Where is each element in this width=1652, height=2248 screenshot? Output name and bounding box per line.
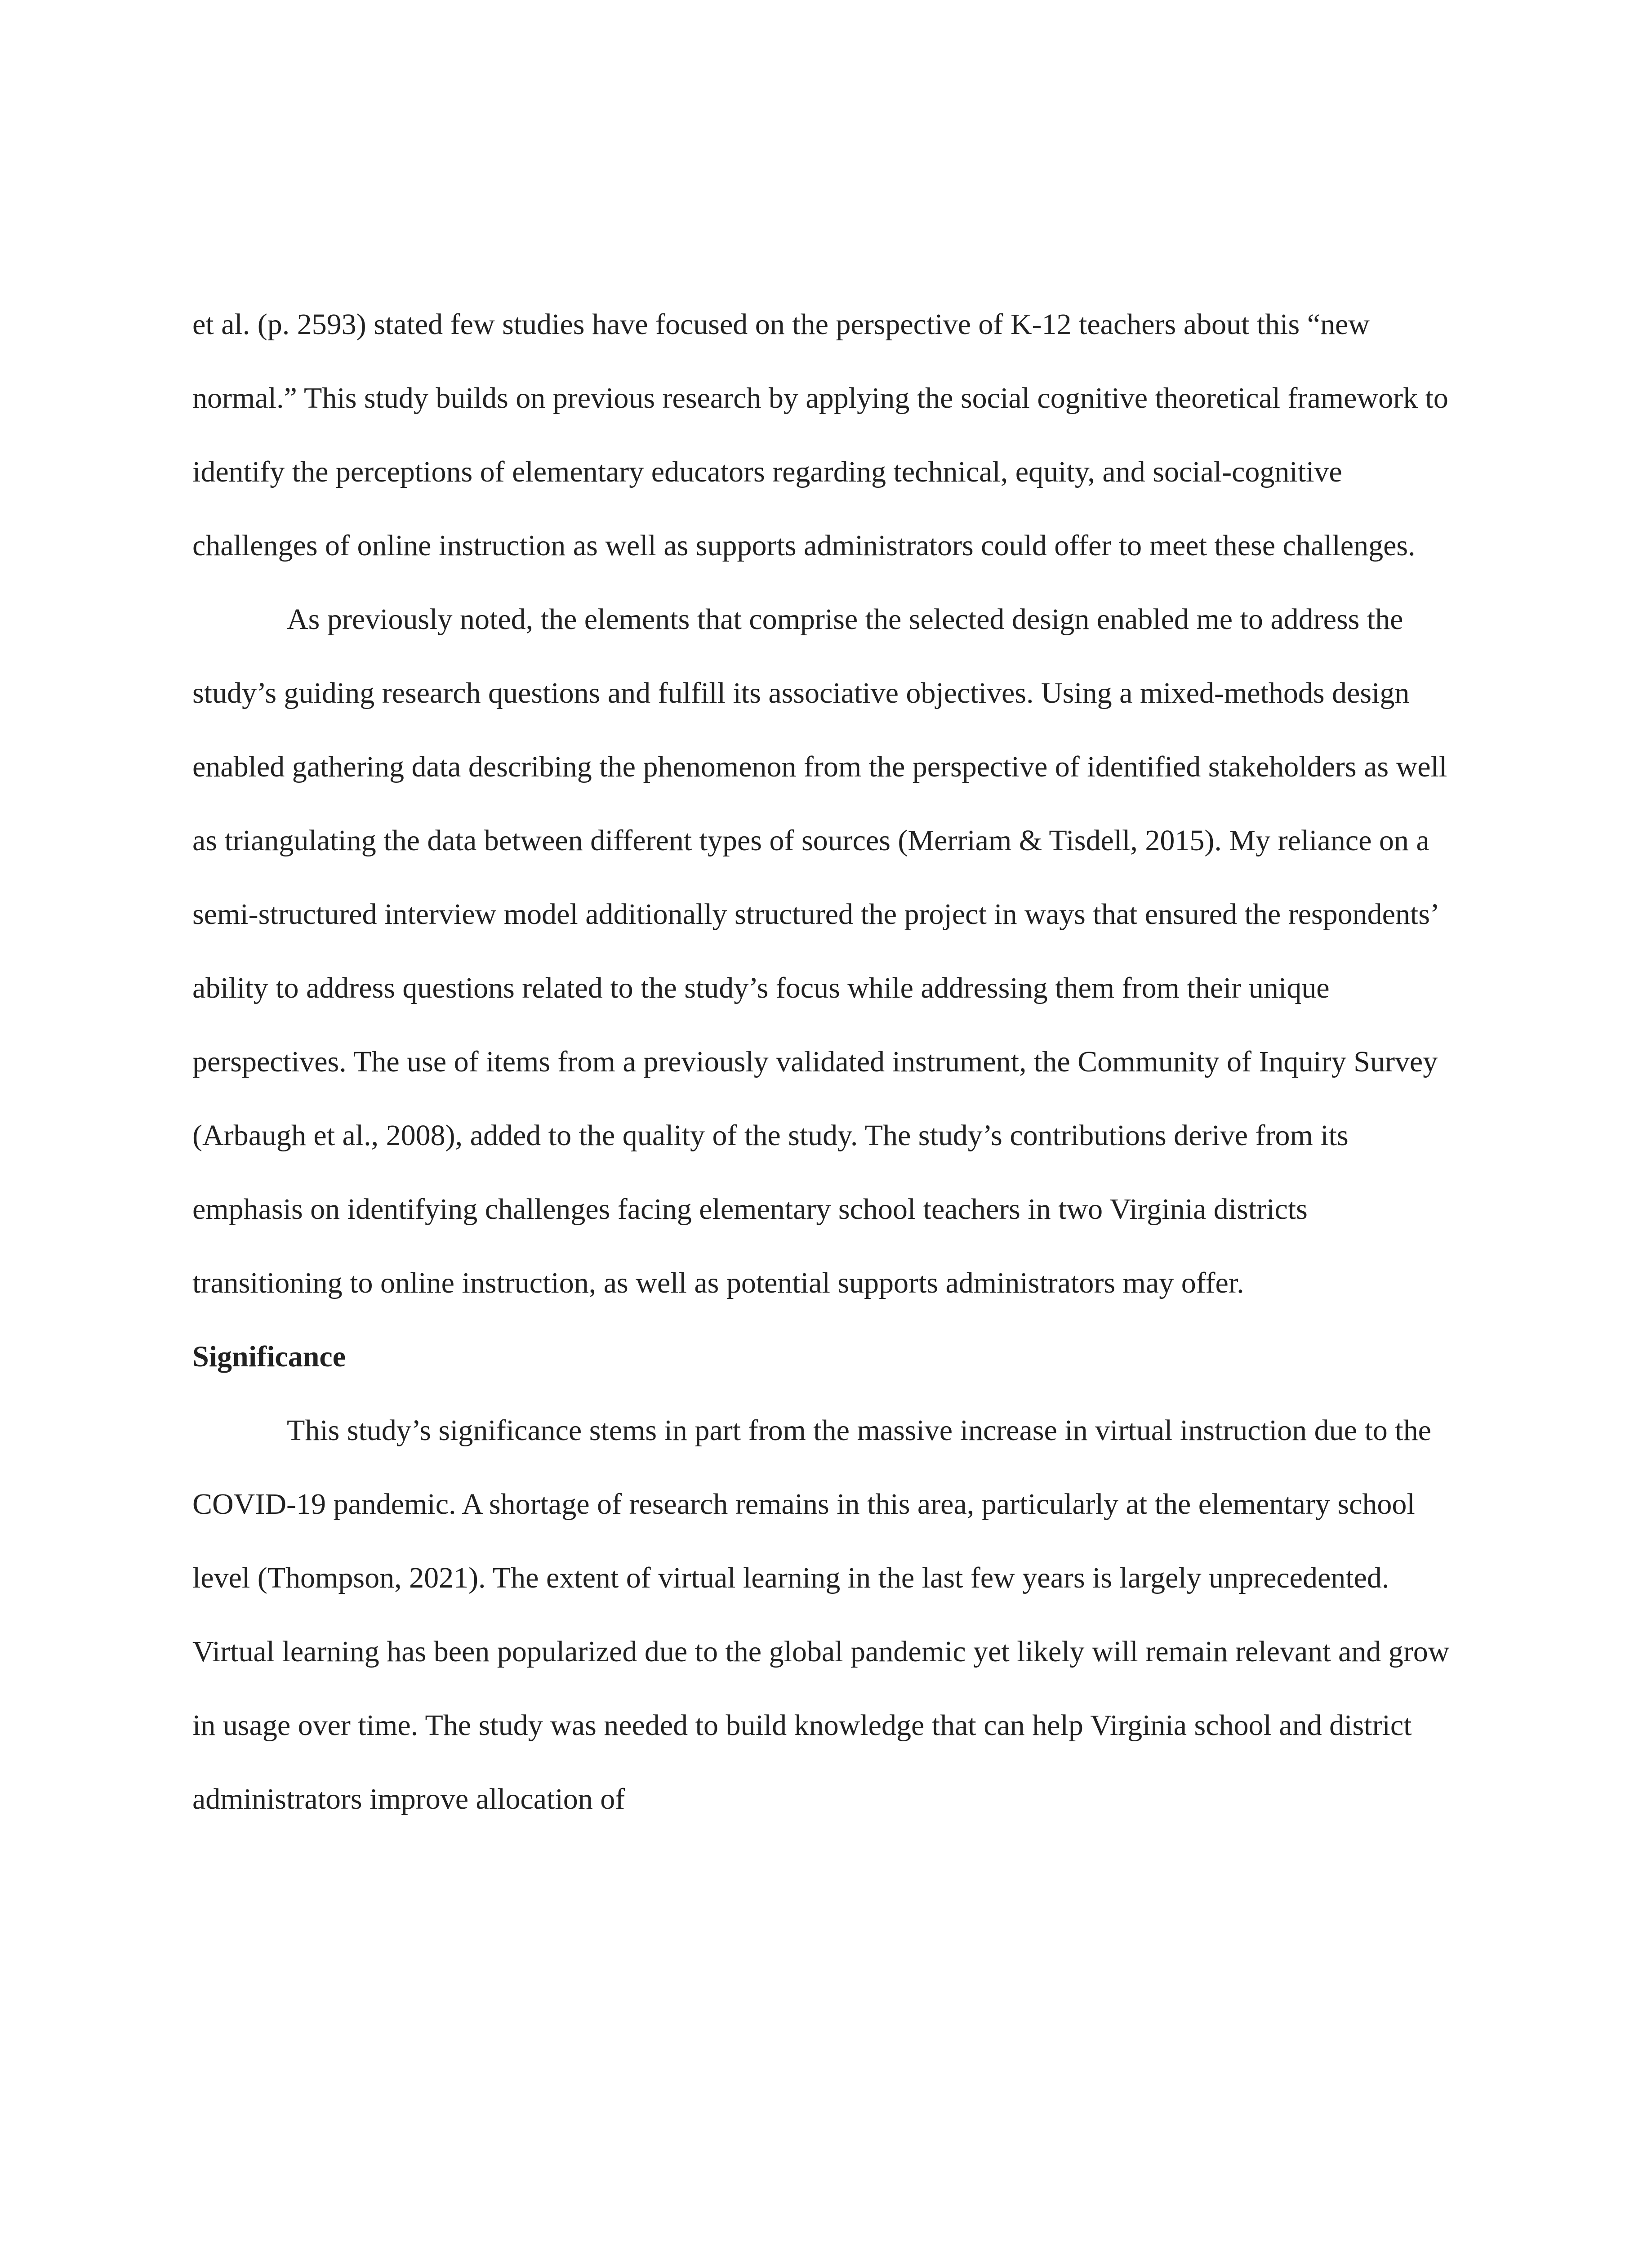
paragraph-design-rationale: As previously noted, the elements that comprise the selected design enabled me to address the study’s guiding research questions and fulfill its associative objectives. Using a mixed-methods design enabled gathering data describing the phenomenon from the perspective of identified stakeholders as well as triangulating the data between different types of sources (Merriam & Tisdell, 2015). My reliance on a semi-structured interview model additionally structured the project in ways that ensured the respondents’ ability to address questions related to the study’s focus while addressing them from their unique perspectives. The use of items from a previously validated instrument, the Community of Inquiry Survey (Arbaugh et al., 2008), added to the quality of the study. The study’s contributions derive from its emphasis on identifying challenges facing elementary school teachers in two Virginia districts transitioning to online instruction, as well as potential supports administrators may offer. bbox=[192, 603, 1447, 1299]
paragraph-continuation: et al. (p. 2593) stated few studies have focused on the perspective of K-12 teachers about this “new normal.” This study builds on previous research by applying the social cognitive theoretical framework to identify the perceptions of elementary educators regarding technical, equity, and social-cognitive challenges of online instruction as well as supports administrators could offer to meet these challenges. bbox=[192, 308, 1448, 562]
section-heading-significance: Significance bbox=[192, 1340, 346, 1373]
document-body bbox=[192, 288, 1451, 1836]
paragraph-significance: This study’s significance stems in part from the massive increase in virtual instruction due to the COVID-19 pandemic. A shortage of research remains in this area, particularly at the elementary school level (Thompson, 2021). The extent of virtual learning in the last few years is largely unprecedented. Virtual learning has been popularized due to the global pandemic yet likely will remain relevant and grow in usage over time. The study was needed to build knowledge that can help Virginia school and district administrators improve allocation of bbox=[192, 1414, 1450, 1815]
